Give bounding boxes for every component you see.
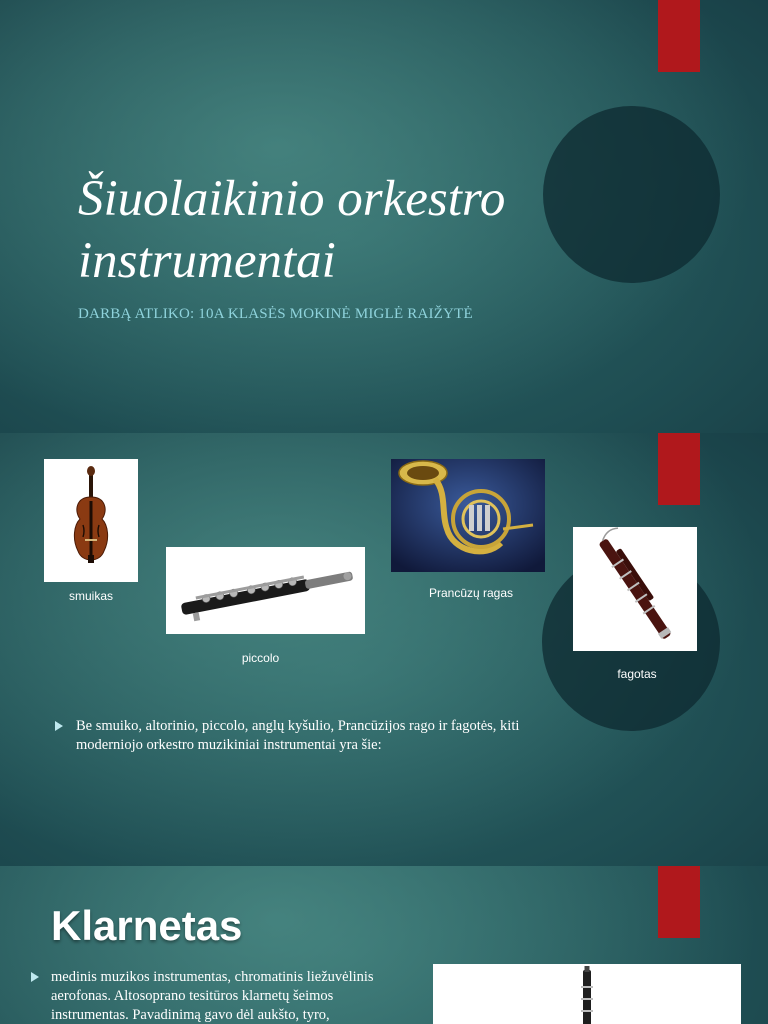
bullet-arrow-icon [31,972,39,982]
bullet-list-item [31,968,414,1024]
clarinet-icon [433,964,741,1024]
bullet-text: medinis muzikos instrumentas, chromatinis liežuvėlinis aerofonas. Altosoprano tesitūros klarnetų šeimos instrumentas. Pavadinimą gavo dėl aukšto, tyro, [51,969,374,1023]
bullet-list-item [55,717,575,755]
slide-title: Šiuolaikinio orkestro instrumentai [78,171,506,289]
violin-image [44,459,138,582]
french-horn-icon [391,459,545,572]
piccolo-image [166,547,365,634]
instruments-slide [0,433,768,866]
piccolo-caption: piccolo [241,651,280,665]
bassoon-image [573,527,697,651]
red-accent-tab [658,433,700,505]
violin-icon [44,459,138,582]
red-accent-tab [658,0,700,72]
piccolo-icon [166,547,365,634]
bullet-arrow-icon [55,721,63,731]
bassoon-icon [573,527,697,651]
title-slide [0,0,768,433]
violin-caption: smuikas [68,589,113,603]
horn-image [391,459,545,572]
bassoon-caption: fagotas [617,667,657,681]
clarinet-slide [0,866,768,1024]
bullet-text: Be smuiko, altorinio, piccolo, anglų kyšulio, Prancūzijos rago ir fagotės, kiti moderniojo orkestro muzikiniai instrumentai yra šie: [76,718,520,753]
red-accent-tab [658,866,700,938]
clarinet-image [433,964,741,1024]
slide-subtitle: DARBĄ ATLIKO: 10A KLASĖS MOKINĖ MIGLĖ RAIŽYTĖ [78,306,473,322]
slide-title: Klarnetas [51,902,243,949]
horn-caption: Prancūzų ragas [428,586,514,600]
